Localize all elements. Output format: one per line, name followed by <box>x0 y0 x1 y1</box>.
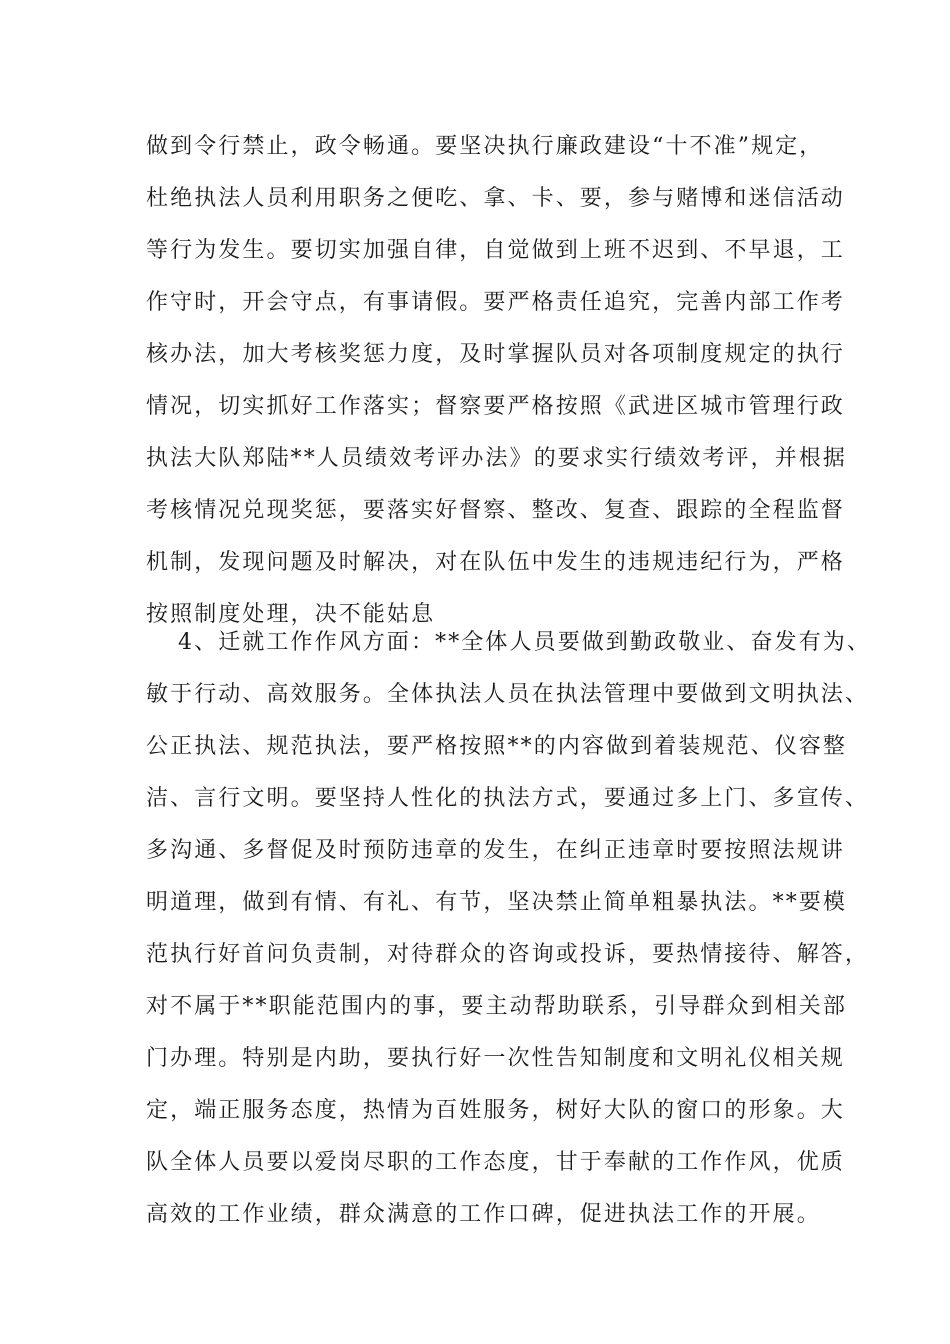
paragraph-2-line: 明道理，做到有情、有礼、有节，坚决禁止简单粗暴执法。**要模 <box>146 890 848 915</box>
paragraph-2-line: 定，端正服务态度，热情为百姓服务，树好大队的窗口的形象。大 <box>146 1098 845 1123</box>
paragraph-1-line: 杜绝执法人员利用职务之便吃、拿、卡、要，参与赌博和迷信活动 <box>146 186 845 211</box>
paragraph-2-line: 洁、言行文明。要坚持人性化的执法方式，要通过多上门、多宣传、 <box>146 786 870 811</box>
paragraph-1-line: 做到令行禁止，政令畅通。要坚决执行廉政建设“十不准”规定， <box>146 134 824 159</box>
paragraph-1-line: 执法大队郑陆**人员绩效考评办法》的要求实行绩效考评，并根据 <box>146 446 848 471</box>
paragraph-2-line: 公正执法、规范执法，要严格按照**的内容做到着装规范、仪容整 <box>146 734 848 759</box>
paragraph-2-line: 门办理。特别是内助，要执行好一次性告知制度和文明礼仪相关规 <box>146 1046 845 1071</box>
paragraph-2-line: 敏于行动、高效服务。全体执法人员在执法管理中要做到文明执法、 <box>146 682 870 707</box>
paragraph-2-line: 高效的工作业绩，群众满意的工作口碑，促进执法工作的开展。 <box>146 1202 821 1227</box>
paragraph-1-line: 按照制度处理，决不能姑息 <box>146 602 436 627</box>
paragraph-1-line: 作守时，开会守点，有事请假。要严格责任追究，完善内部工作考 <box>146 290 845 315</box>
paragraph-1-line: 考核情况兑现奖惩，要落实好督察、整改、复查、跟踪的全程监督 <box>146 498 845 523</box>
paragraph-2-line: 范执行好首问负责制，对待群众的咨询或投诉，要热情接待、解答， <box>146 942 870 967</box>
paragraph-1-line: 机制，发现问题及时解决，对在队伍中发生的违规违纪行为，严格 <box>146 550 845 575</box>
paragraph-2-line: 4、迁就工作作风方面：**全体人员要做到勤政敬业、奋发有为、 <box>178 630 871 655</box>
paragraph-2-line: 队全体人员要以爱岗尽职的工作态度，甘于奉献的工作作风，优质 <box>146 1150 845 1175</box>
paragraph-1-line: 核办法，加大考核奖惩力度，及时掌握队员对各项制度规定的执行 <box>146 342 845 367</box>
paragraph-2-line: 对不属于**职能范围内的事，要主动帮助联系，引导群众到相关部 <box>146 994 848 1019</box>
paragraph-1-line: 等行为发生。要切实加强自律，自觉做到上班不迟到、不早退，工 <box>146 238 845 263</box>
paragraph-1-line: 情况，切实抓好工作落实；督察要严格按照《武进区城市管理行政 <box>146 394 845 419</box>
paragraph-2-line: 多沟通、多督促及时预防违章的发生，在纠正违章时要按照法规讲 <box>146 838 845 863</box>
